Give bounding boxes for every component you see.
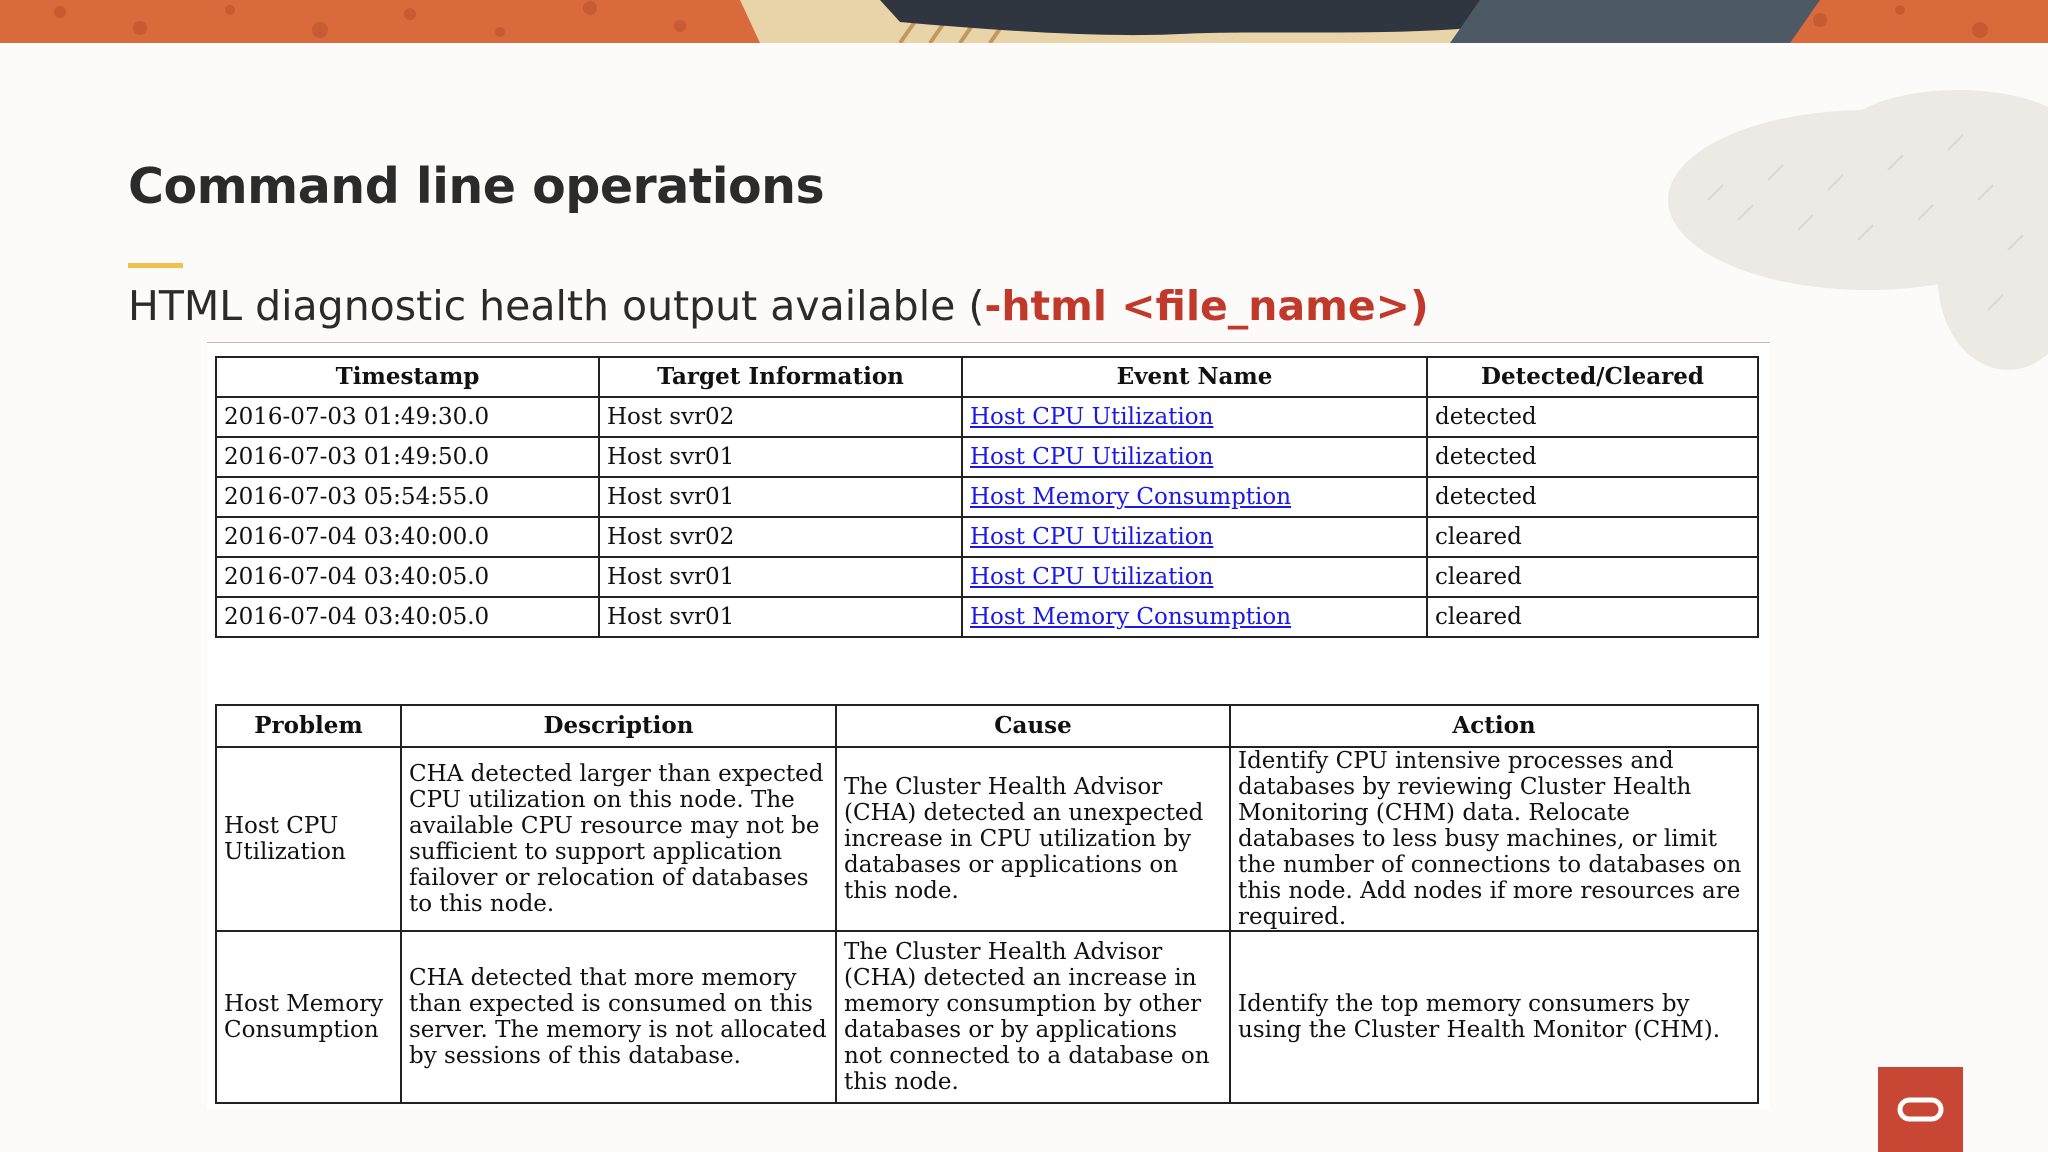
event-link[interactable]: Host Memory Consumption <box>970 484 1292 510</box>
table-row <box>216 477 1758 517</box>
header-cause: Cause <box>836 705 1230 747</box>
problem-cell: Host CPU Utilization <box>216 747 401 931</box>
header-description: Description <box>401 705 836 747</box>
description-cell: CHA detected that more memory than expected is consumed on this server. The memory is not allocated by sessions of this database. <box>401 931 836 1103</box>
table-row <box>216 557 1758 597</box>
event-link[interactable]: Host CPU Utilization <box>970 444 1214 470</box>
decorative-banner <box>0 0 2048 43</box>
table-row <box>216 397 1758 437</box>
target-cell: Host svr01 <box>599 597 962 637</box>
header-problem: Problem <box>216 705 401 747</box>
problem-cell: Host Memory Consumption <box>216 931 401 1103</box>
status-cell: detected <box>1427 477 1758 517</box>
problems-table <box>215 704 1759 1104</box>
target-cell: Host svr01 <box>599 437 962 477</box>
cause-cell: The Cluster Health Advisor (CHA) detected an unexpected increase in CPU utilization by databases or applications on this node. <box>836 747 1230 931</box>
subtitle-text: HTML diagnostic health output available ( <box>128 282 985 330</box>
event-cell <box>962 557 1427 597</box>
header-action: Action <box>1230 705 1758 747</box>
table-row <box>216 747 1758 931</box>
event-cell <box>962 517 1427 557</box>
event-cell <box>962 437 1427 477</box>
events-table <box>215 356 1759 638</box>
timestamp-cell: 2016-07-03 01:49:30.0 <box>216 397 599 437</box>
status-cell: cleared <box>1427 517 1758 557</box>
slide-title: Command line operations <box>128 158 825 215</box>
header-timestamp: Timestamp <box>216 357 599 397</box>
header-target-information: Target Information <box>599 357 962 397</box>
event-cell <box>962 397 1427 437</box>
event-link[interactable]: Host CPU Utilization <box>970 524 1214 550</box>
timestamp-cell: 2016-07-04 03:40:05.0 <box>216 597 599 637</box>
problems-header-row <box>216 705 1758 747</box>
html-report-screenshot <box>207 342 1770 1109</box>
action-cell: Identify the top memory consumers by using the Cluster Health Monitor (CHM). <box>1230 931 1758 1103</box>
target-cell: Host svr01 <box>599 557 962 597</box>
table-row <box>216 931 1758 1103</box>
target-cell: Host svr02 <box>599 397 962 437</box>
oracle-logo-icon <box>1878 1067 1963 1152</box>
status-cell: detected <box>1427 437 1758 477</box>
target-cell: Host svr01 <box>599 477 962 517</box>
timestamp-cell: 2016-07-04 03:40:05.0 <box>216 557 599 597</box>
target-cell: Host svr02 <box>599 517 962 557</box>
subtitle-code: -html <file_name>) <box>984 282 1429 330</box>
event-cell <box>962 597 1427 637</box>
status-cell: cleared <box>1427 557 1758 597</box>
table-row <box>216 437 1758 477</box>
table-row <box>216 517 1758 557</box>
cause-cell: The Cluster Health Advisor (CHA) detected an increase in memory consumption by other databases or by applications not connected to a database on this node. <box>836 931 1230 1103</box>
action-cell: Identify CPU intensive processes and databases by reviewing Cluster Health Monitoring (CHM) data. Relocate databases to less busy machines, or limit the number of connections to databases on this node. Add nodes if more resources are required. <box>1230 747 1758 931</box>
event-link[interactable]: Host CPU Utilization <box>970 564 1214 590</box>
table-row <box>216 597 1758 637</box>
status-cell: detected <box>1427 397 1758 437</box>
status-cell: cleared <box>1427 597 1758 637</box>
timestamp-cell: 2016-07-04 03:40:00.0 <box>216 517 599 557</box>
timestamp-cell: 2016-07-03 05:54:55.0 <box>216 477 599 517</box>
description-cell: CHA detected larger than expected CPU utilization on this node. The available CPU resource may not be sufficient to support application failover or relocation of databases to this node. <box>401 747 836 931</box>
header-detected-cleared: Detected/Cleared <box>1427 357 1758 397</box>
timestamp-cell: 2016-07-03 01:49:50.0 <box>216 437 599 477</box>
title-accent-bar <box>128 263 183 268</box>
header-event-name: Event Name <box>962 357 1427 397</box>
event-link[interactable]: Host CPU Utilization <box>970 404 1214 430</box>
event-link[interactable]: Host Memory Consumption <box>970 604 1292 630</box>
slide-subtitle <box>128 282 1429 330</box>
event-cell <box>962 477 1427 517</box>
events-header-row <box>216 357 1758 397</box>
